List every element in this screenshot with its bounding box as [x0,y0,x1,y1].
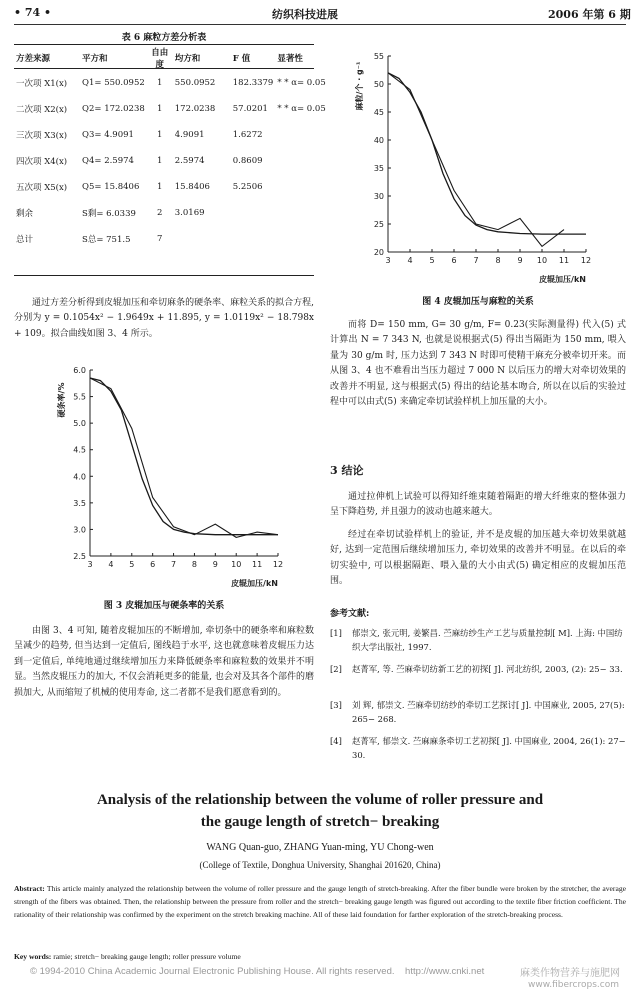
table6-col-header: 方差来源 [16,54,51,64]
table-cell: 7 [157,234,163,244]
watermark-site-name: 麻类作物营养与施肥网 [520,968,620,979]
figure-3-caption: 图 3 皮辊加压与硬条率的关系 [103,601,225,611]
table-cell: 四次项 X4(x) [16,157,68,167]
left-paragraph-1: 通过方差分析得到皮辊加压和牵切麻条的硬条率、麻粒关系的拟合方程, 分别为 y = 0.1054x² − 1.9649x + 11.895, y = 1.0119x² − 18.798x + 109。拟合曲线如图 3、4 所示。 [14,298,314,339]
table-cell: Q1= 550.0952 [82,78,145,88]
table-cell: 172.0238 [174,104,216,114]
table-cell: 1 [157,78,163,88]
fig4-y-axis-label: 麻粒/个 · g⁻¹ [355,61,364,111]
table-row [14,70,329,96]
table-cell: Q4= 2.5974 [82,156,134,166]
table-cell [231,200,276,226]
fig3-y-tick-label: 2.5 [73,552,86,561]
right-paragraph-2: 通过拉伸机上试验可以得知纤维束随着隔距的增大纤维束的整体强力呈下降趋势, 并且强力的波动也越来越大。 [330,492,626,518]
table-cell: S总= 751.5 [82,235,131,245]
fig3-series-line [90,378,278,537]
table-cell: 5.2506 [232,182,263,192]
table6-header-row [14,46,329,70]
table-cell: 1 [157,104,163,114]
fig4-y-tick-label: 45 [373,108,384,117]
reference-number: [1] [330,628,342,638]
english-title-line-2: the gauge length of stretch− breaking [200,814,440,830]
table-cell: 2 [157,208,163,218]
figure-4-chart [348,46,598,288]
table-cell: 五次项 X5(x) [16,183,68,193]
table-cell: 550.0952 [174,78,216,88]
table-row [14,96,329,122]
english-authors: WANG Quan-guo, ZHANG Yuan-ming, YU Chong-wen [206,842,434,853]
reference-item [330,734,626,762]
fig4-y-tick-label: 50 [373,80,384,89]
table-cell: 0.8609 [232,156,263,166]
table-cell [275,148,329,174]
fig3-y-tick-label: 3.5 [73,498,86,508]
table-cell: 总计 [16,235,34,245]
table6 [14,46,329,252]
fig4-y-tick-label: 55 [373,52,384,61]
english-abstract [14,882,626,921]
table-cell: * * α= 0.05 [277,78,326,88]
keywords-label: Key words: [14,952,52,961]
fig4-x-tick-label: 10 [536,256,548,265]
table-row [14,122,329,148]
fig4-y-tick-label: 20 [373,248,384,257]
table-cell [275,200,329,226]
table-row [14,148,329,174]
fig4-series-line [388,73,586,234]
table-cell: 1 [157,182,163,192]
fig4-x-tick-label: 3 [385,256,391,265]
table6-col-header: 显著性 [277,54,303,64]
fig4-x-tick-label: 4 [407,256,413,265]
left-paragraph-2: 由图 3、4 可知, 随着皮辊加压的不断增加, 牵切条中的硬条率和麻粒数呈减少的趋势, 但当达到一定值后, 图线趋于水平, 这也就意味着皮辊压力达到一定值后, 单纯地通过继续增加压力来降低硬条率和麻粒数的效果并不明显。当然皮辊压力的加大, 不仅会消耗更多的能量, 也会对及其各个部件的磨损加大, 从而缩短了机械的使用寿命, 这二者都不是我们愿意看到的。 [14,626,314,698]
reference-text: 赵菁军, 等. 苎麻牵切纺新工艺的初探[ J]. 河北纺织, 2003, (2): 25− 33. [352,664,623,674]
fig4-y-tick-label: 30 [373,192,384,201]
watermark-url: www.fibercrops.com [528,980,619,990]
english-title-line-1: Analysis of the relationship between the volume of roller pressure and [96,792,544,808]
fig4-x-tick-label: 11 [558,256,570,265]
fig3-y-tick-label: 4.0 [73,472,86,482]
reference-number: [4] [330,736,342,746]
table-cell: 182.3379 [232,78,274,88]
keywords-text: ramie; stretch− breaking gauge length; roller pressure volume [53,952,241,961]
abstract-label: Abstract: [14,884,45,893]
fig3-x-tick-label: 7 [171,560,177,569]
header-rule [14,24,626,25]
table-cell: Q3= 4.9091 [82,130,134,140]
reference-text: 赵菁军, 郁崇文. 苎麻麻条牵切工艺初探[ J]. 中国麻业, 2004, 26(1): 27− 30. [352,736,626,760]
section-heading-conclusion: 3 结论 [330,464,364,477]
fig3-y-tick-label: 5.0 [73,419,86,429]
table6-col-header: F 值 [232,54,251,64]
fig3-y-tick-label: 5.5 [73,392,86,402]
table6-col-header: 均方和 [174,54,201,64]
table-cell: Q5= 15.8406 [82,182,140,192]
table6-col-header: 平方和 [82,54,108,64]
fig3-x-tick-label: 9 [212,560,218,569]
table-cell: 一次项 X1(x) [16,79,68,89]
fig3-y-axis-label: 硬条率/% [57,382,66,418]
page-number: • 74 • [14,6,52,19]
table-row [14,226,329,252]
english-keywords [14,950,626,963]
fig4-y-tick-label: 40 [373,136,384,145]
fig4-x-tick-label: 7 [473,256,479,265]
fig3-x-tick-label: 11 [252,560,263,569]
fig4-y-tick-label: 35 [373,164,384,173]
right-paragraph-1: 而将 D= 150 mm, G= 30 g/m, F= 0.23(实际测量得) 代入(5) 式计算出 N = 7 343 N, 也就是说根据式(5) 得出当隔距为 150 mm, 喂入量为 30 g/m 时, 压力达到 7 343 N 时即可使精干麻充分被牵切开来。而从图 3、4 也不难看出当压力超过 7 000 N 以后压力的增大对牵切效果的改善并不明显, 这与根据式(5) 得出的结论基本吻合, 所以在以后的实验过程中可以由式(5) 来确定牵切试验样机上加压量的大小。 [330,320,626,408]
fig4-series-line [388,73,564,247]
table-cell [231,226,276,252]
fig4-x-tick-label: 12 [580,256,592,265]
fig3-x-tick-label: 6 [150,560,156,569]
table-cell: 2.5974 [174,156,205,166]
table-cell: 剩余 [16,209,34,219]
table-cell: 4.9091 [174,130,205,140]
table-cell [275,226,329,252]
fig3-x-tick-label: 12 [272,560,284,569]
fig4-x-tick-label: 6 [451,256,457,265]
table-cell: * * α= 0.05 [277,104,326,114]
journal-name: 纺织科技进展 [272,8,338,21]
figure-3-chart [50,360,290,592]
fig3-x-tick-label: 5 [129,560,135,569]
reference-number: [2] [330,664,342,674]
table-cell: 三次项 X3(x) [16,131,68,141]
fig4-x-tick-label: 8 [495,256,501,265]
table-cell [173,226,231,252]
issue-label: 2006 年第 6 期 [548,8,631,21]
table-cell: 1 [157,156,163,166]
fig4-x-axis-label: 皮辊加压/kN [539,275,586,284]
english-affiliation: (College of Textile, Donghua University, Shanghai 201620, China) [199,860,441,870]
reference-item [330,662,626,676]
table6-top-rule [14,44,314,45]
table-cell: 3.0169 [174,208,205,218]
reference-item [330,698,626,726]
fig3-y-tick-label: 3.0 [73,525,86,535]
abstract-text: This article mainly analyzed the relationship between the volume of roller pressure and the gauge length of stretch-breaking. After the fiber bundle were broken by the stretcher, the average strength of the fibers was obtained. Then, the relationship between the pressure from roller and the stretch− breaking gauge length was figured out according to the textile fiber friction coefficient. The rationality of their relationship was confirmed by the experiment on the stretch breaking machine. All of these laid foundation for farther exploration of the stretch-breaking process. [14,884,626,919]
table6-caption: 表 6 麻粒方差分析表 [121,33,207,43]
reference-number: [3] [330,700,342,710]
reference-text: 刘 辉, 郁崇文. 苎麻牵切纺纱的牵切工艺探讨[ J]. 中国麻业, 2005, 27(5): 265− 268. [352,700,625,724]
fig4-x-tick-label: 9 [517,256,523,265]
fig4-y-tick-label: 25 [373,220,384,229]
fig3-x-tick-label: 4 [108,560,114,569]
table6-bottom-rule [14,275,314,276]
fig3-x-tick-label: 3 [87,560,93,569]
table-cell: 1 [157,130,163,140]
table6-col-header: 自由度 [151,48,169,70]
fig3-x-tick-label: 10 [231,560,242,569]
fig3-x-tick-label: 8 [191,560,197,569]
right-paragraph-3: 经过在牵切试验样机上的验证, 并不是皮辊的加压越大牵切效果就越好, 达到一定范围后继续增加压力, 牵切效果的改善并不明显。在以后的牵切实验中, 可以根据隔距、喂入量的大小由式(5) 确定相应的皮辊加压范围。 [330,530,626,587]
fig3-y-tick-label: 4.5 [73,445,86,455]
fig3-y-tick-label: 6.0 [73,366,86,375]
table-cell: 二次项 X2(x) [16,105,68,115]
table-cell: 15.8406 [174,182,210,192]
copyright-footer: © 1994-2010 China Academic Journal Electronic Publishing House. All rights reserved. http://www.cnki.net [30,966,485,977]
table-cell: 57.0201 [232,104,268,114]
figure-4-caption: 图 4 皮辊加压与麻粒的关系 [422,297,534,307]
table6-header-rule [14,68,314,69]
table-cell [275,174,329,200]
table-cell: Q2= 172.0238 [82,104,145,114]
table-row [14,200,329,226]
table-cell: S剩= 6.0339 [82,209,136,219]
reference-text: 郁崇文, 张元明, 姜繁昌. 苎麻纺纱生产工艺与质量控制[ M]. 上海: 中国纺织大学出版社, 1997. [352,628,623,652]
table-row [14,174,329,200]
fig3-x-axis-label: 皮辊加压/kN [231,579,278,588]
references-title: 参考文献: [330,609,370,619]
reference-item [330,626,626,654]
table-cell [275,122,329,148]
table-cell: 1.6272 [232,130,263,140]
fig4-x-tick-label: 5 [429,256,435,265]
